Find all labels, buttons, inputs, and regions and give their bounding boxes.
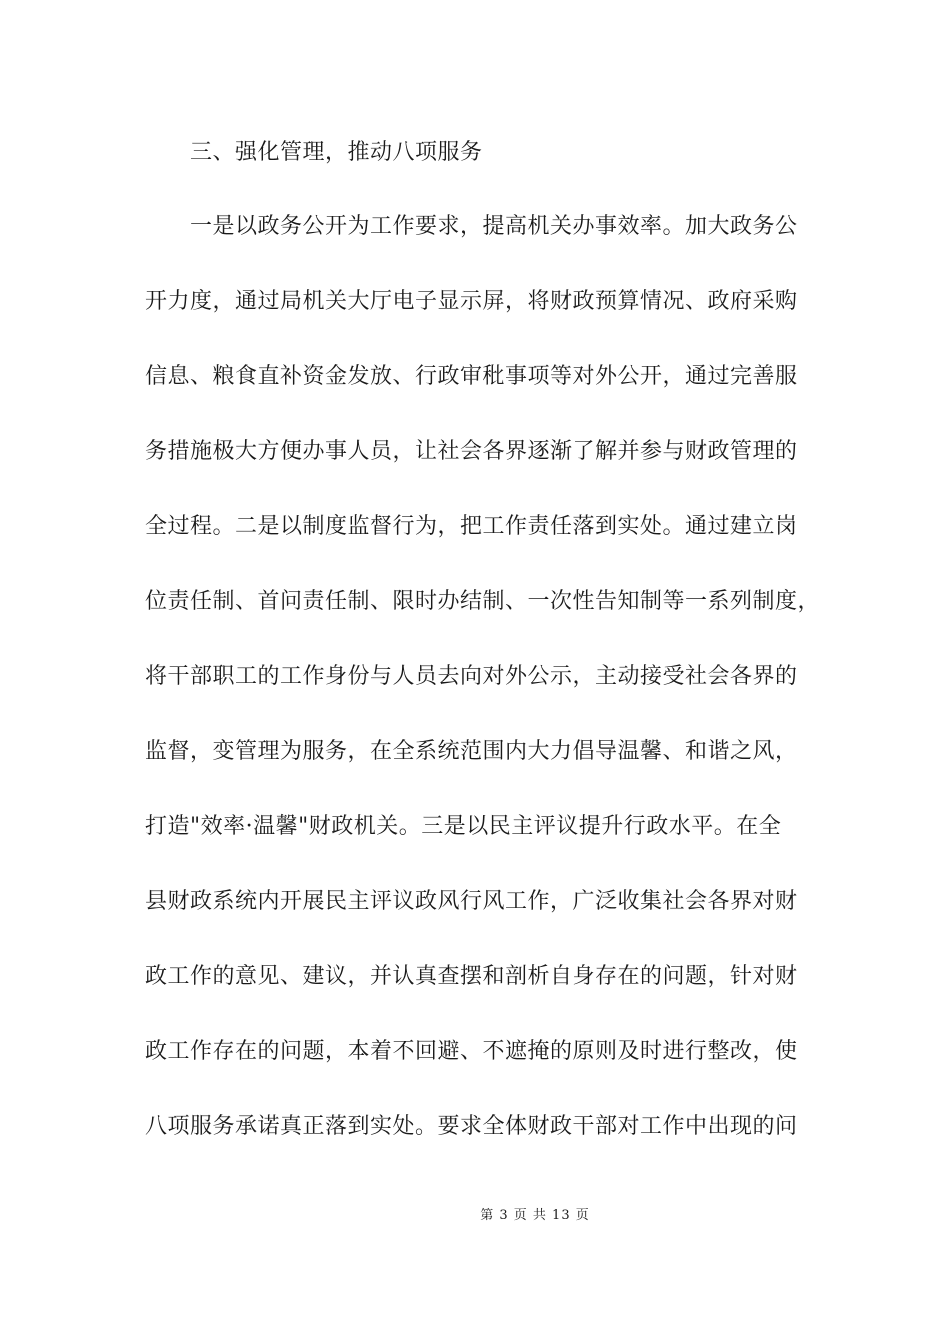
text-line: 信息、粮食直补资金发放、行政审秕事项等对外公开，通过完善服	[145, 364, 798, 389]
text-line: 务措施极大方便办事人员，让社会各界逐渐了解并参与财政管理的	[145, 439, 798, 464]
text-line: 一是以政务公开为工作要求，提高机关办事效率。加大政务公	[190, 214, 798, 239]
text-line: 将干部职工的工作身份与人员去向对外公示，主动接受社会各界的	[145, 664, 798, 689]
text-line: 全过程。二是以制度监督行为，把工作责任落到实处。通过建立岗	[145, 514, 798, 539]
text-line: 位责任制、首问责任制、限时办结制、一次性告知制等一系列制度，	[145, 589, 821, 614]
text-line: 县财政系统内开展民主评议政风行风工作，广泛收集社会各界对财	[145, 889, 798, 914]
page-number-footer: 第 3 页 共 13 页	[480, 1208, 590, 1223]
section-heading: 三、强化管理，推动八项服务	[190, 140, 483, 165]
text-line: 政工作存在的问题，本着不回避、不遮掩的原则及时进行整改，使	[145, 1039, 798, 1064]
body-text	[145, 212, 845, 1187]
text-line: 开力度，通过局机关大厅电子显示屏，将财政预算情况、政府采购	[145, 289, 798, 314]
text-line: 监督，变管理为服务，在全系统范围内大力倡导温馨、和谐之风，	[145, 739, 798, 764]
text-line: 八项服务承诺真正落到实处。要求全体财政干部对工作中出现的问	[145, 1114, 798, 1139]
text-line: 打造"效率·温馨"财政机关。三是以民主评议提升行政水平。在全	[145, 814, 782, 839]
text-line: 政工作的意见、建议，并认真查摆和剖析自身存在的问题，针对财	[145, 964, 798, 989]
